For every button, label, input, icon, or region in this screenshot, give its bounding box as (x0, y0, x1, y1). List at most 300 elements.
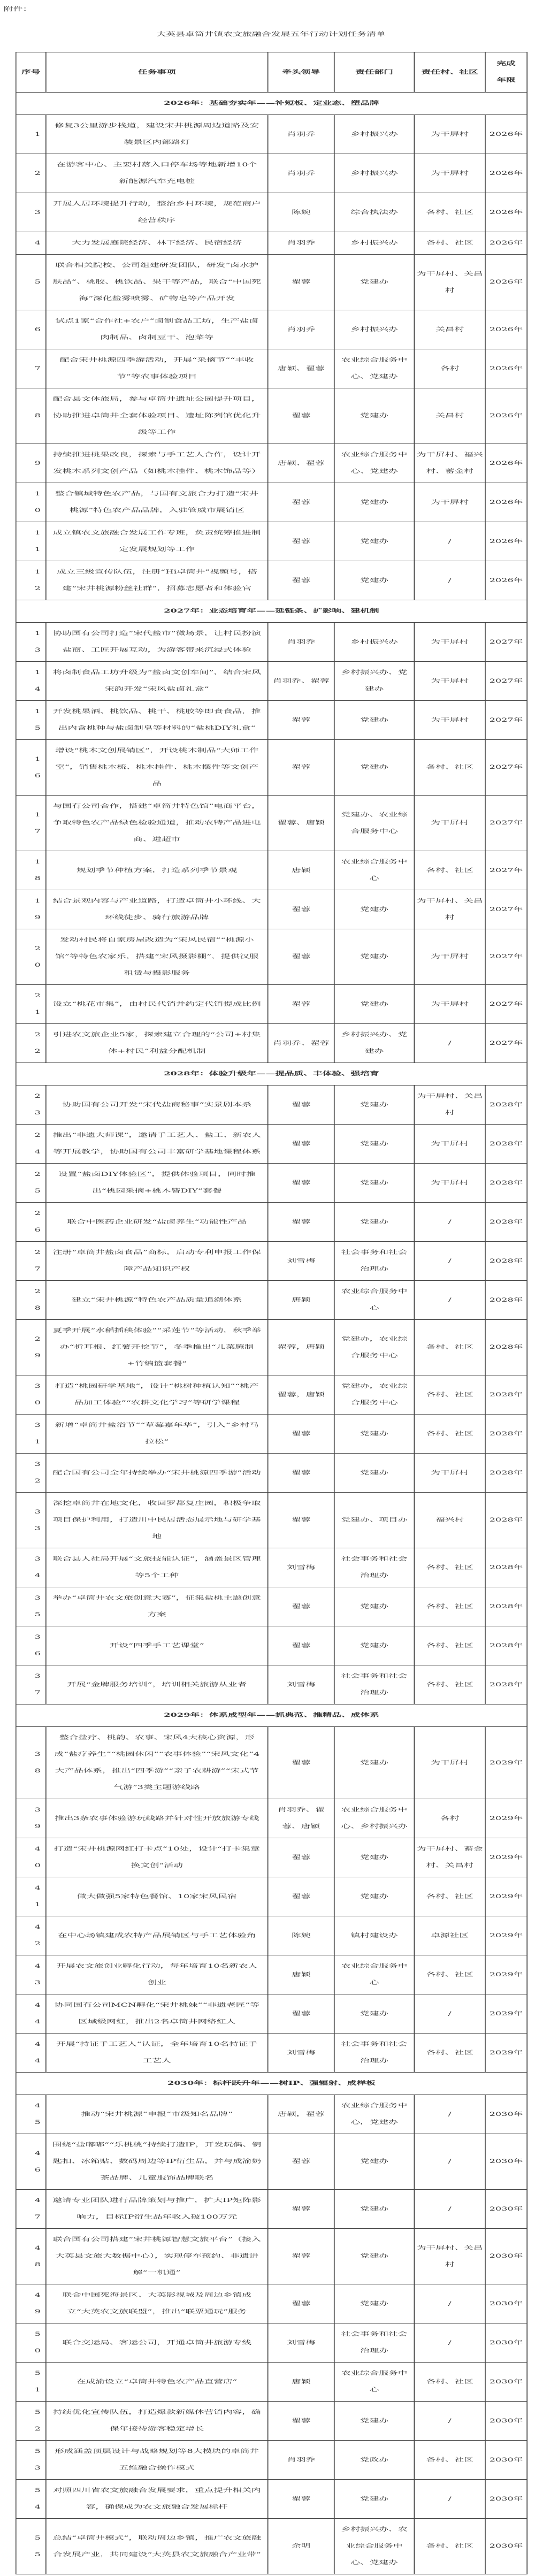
cell-deadline: 2028年 (485, 1125, 527, 1164)
cell-leader: 翟蓉 (268, 1454, 334, 1493)
cell-seq: 32 (16, 1454, 46, 1493)
section-row (16, 600, 527, 623)
cell-seq: 39 (16, 1799, 46, 1838)
cell-seq: 35 (16, 1587, 46, 1626)
cell-village: 为干屏村 (414, 985, 485, 1024)
cell-seq: 51 (16, 2363, 46, 2402)
cell-task: 举办“卓筒井农文旅创意大赛”，征集盐桃主题创意方案 (46, 1587, 268, 1626)
cell-deadline: 2028年 (485, 1281, 527, 1320)
cell-task: 开展农文旅创业孵化行动，每年培育10名新农人创业 (46, 1955, 268, 1994)
cell-department: 乡村振兴办 (334, 310, 415, 349)
cell-seq: 29 (16, 1320, 46, 1375)
cell-department: 乡村振兴办 (334, 623, 415, 662)
cell-task: 注册“卓筒井盐卤食品”商标，启动专利申报工作保障产品知识产权 (46, 1242, 268, 1281)
table-row (16, 2034, 527, 2073)
cell-task: 开发桃果酒、桃饮品、桃干、桃胶等即食食品，推出内含桃种与盐卤制皂等材料的“盐桃DIY礼盒” (46, 701, 268, 740)
cell-seq: 1 (16, 115, 46, 154)
cell-task: 新增“卓筒井盐浴节”“草莓嘉年华”，引入“乡村马拉松” (46, 1415, 268, 1454)
cell-leader: 肖羽乔 (268, 623, 334, 662)
cell-department: 农业综合服务中心 (334, 851, 415, 890)
cell-department: 党建办 (334, 1415, 415, 1454)
cell-deadline: 2026年 (485, 388, 527, 444)
cell-village: 卓源社区 (414, 1916, 485, 1955)
cell-village: 各村、社区 (414, 1320, 485, 1375)
cell-leader: 翟蓉 (268, 929, 334, 985)
cell-leader: 翟蓉 (268, 2284, 334, 2323)
cell-task: 发动村民将自家房屋改造为“宋风民宿”“桃源小馆”等特色农家乐，搭建“宋风摄影棚”，提供汉服租赁与摄影服务 (46, 929, 268, 985)
cell-task: 建立“宋井桃源”特色农产品质量追溯体系 (46, 1281, 268, 1320)
cell-department: 党建办 (334, 255, 415, 310)
cell-village: / (414, 1994, 485, 2034)
cell-department: 乡村振兴办 (334, 115, 415, 154)
cell-deadline: 2026年 (485, 561, 527, 600)
cell-deadline: 2029年 (485, 1799, 527, 1838)
cell-department: 党建办 (334, 1877, 415, 1916)
cell-village: 各村、社区 (414, 1626, 485, 1665)
table-header-row (16, 52, 527, 93)
cell-leader: 陈婉 (268, 1916, 334, 1955)
cell-leader: 肖羽乔 (268, 310, 334, 349)
cell-deadline: 2028年 (485, 1164, 527, 1203)
cell-task: 联合相关院校、公司组建研发团队，研发“卤水护肤品”、桃胶、桃饮品、果干等产品，联合“中国死海”深化盐雾喷雾、矿物皂等产品开发 (46, 255, 268, 310)
cell-seq: 44 (16, 1994, 46, 2034)
cell-deadline: 2028年 (485, 1320, 527, 1375)
cell-department: 党建办 (334, 2229, 415, 2284)
cell-department: 社会事务和社会治理办 (334, 1665, 415, 1704)
cell-department: 农业综合服务中心 (334, 2363, 415, 2402)
table-row (16, 1877, 527, 1916)
cell-seq: 7 (16, 349, 46, 388)
cell-department: 党政办 (334, 2441, 415, 2480)
cell-deadline: 2027年 (485, 623, 527, 662)
cell-task: 深挖卓筒井在地文化，收回罗都复庄园，积极争取项目保护利用，打造川中民居活态展示地与研学基地 (46, 1493, 268, 1548)
cell-seq: 36 (16, 1626, 46, 1665)
cell-deadline: 2030年 (485, 2480, 527, 2519)
header-task: 任务事项 (46, 52, 268, 93)
cell-leader: 翟蓉 (268, 1727, 334, 1799)
cell-village: 各村、社区 (414, 1375, 485, 1415)
table-row (16, 444, 527, 483)
cell-deadline: 2027年 (485, 890, 527, 929)
cell-seq: 26 (16, 1203, 46, 1242)
cell-task: 试点1家“合作社+农户”卤制食品工坊，生产盐卤肉制品、卤制豆干、泡菜等 (46, 310, 268, 349)
table-row (16, 890, 527, 929)
header-department: 责任部门 (334, 52, 415, 93)
cell-task: 在游客中心、主要村落入口停车场等地新增10个新能源汽车充电桩 (46, 154, 268, 193)
cell-seq: 24 (16, 1125, 46, 1164)
cell-deadline: 2027年 (485, 796, 527, 851)
cell-village: 各村 (414, 349, 485, 388)
cell-task: 联合国有公司搭建“宋井桃源智慧文旅平台”（接入大英县文旅大数据中心），实现停车预约、非遗讲解“一机通” (46, 2229, 268, 2284)
header-seq: 序号 (16, 52, 46, 93)
table-row (16, 522, 527, 561)
cell-department: 农业综合服务中心，党建办 (334, 2095, 415, 2134)
cell-leader: 唐颖 (268, 2363, 334, 2402)
cell-task: 协助国有公司开发“宋代盐商秘事”实景剧本杀 (46, 1086, 268, 1125)
table-row (16, 2134, 527, 2190)
table-row (16, 1375, 527, 1415)
cell-leader: 翟蓉 (268, 255, 334, 310)
cell-seq: 54 (16, 2480, 46, 2519)
cell-seq: 34 (16, 1548, 46, 1587)
cell-leader: 陈婉 (268, 193, 334, 232)
cell-village: 各村、社区 (414, 1955, 485, 1994)
cell-leader: 翟蓉 (268, 2134, 334, 2190)
cell-leader: 翟蓉 (268, 1164, 334, 1203)
cell-task: 大力发展庭院经济、林下经济、民宿经济 (46, 232, 268, 255)
cell-deadline: 2026年 (485, 310, 527, 349)
cell-deadline: 2026年 (485, 522, 527, 561)
cell-village: 各村、社区 (414, 232, 485, 255)
cell-leader: 翟蓉 (268, 2229, 334, 2284)
cell-leader: 翟蓉 (268, 1415, 334, 1454)
cell-village: / (414, 1281, 485, 1320)
cell-deadline: 2028年 (485, 1375, 527, 1415)
cell-seq: 15 (16, 701, 46, 740)
cell-village: / (414, 522, 485, 561)
cell-task: 成立镇农文旅融合发展工作专班，负责统筹推进制定发展规划等工作 (46, 522, 268, 561)
cell-department: 社会事务和社会治理办 (334, 2034, 415, 2073)
table-row (16, 483, 527, 522)
table-row (16, 193, 527, 232)
cell-leader: 翟蓉 (268, 1493, 334, 1548)
cell-seq: 13 (16, 623, 46, 662)
cell-department: 党建办 (334, 2134, 415, 2190)
table-row (16, 1994, 527, 2034)
cell-department: 党建办，农业综合服务中心 (334, 1320, 415, 1375)
cell-village: 为干屏村 (414, 796, 485, 851)
cell-department: 党建办 (334, 522, 415, 561)
cell-department: 党建办 (334, 1994, 415, 2034)
cell-leader: 翟蓉 (268, 1994, 334, 2034)
cell-village: 为干屏村 (414, 483, 485, 522)
cell-task: 规划季节种植方案，打造系列季节景观 (46, 851, 268, 890)
section-title: 2027年：业态培育年——延链条、扩影响、建机制 (16, 600, 527, 623)
header-deadline: 完成年限 (485, 52, 527, 93)
cell-task: 引进农文旅企业5家，探索建立合理的“公司+村集体+村民”利益分配机制 (46, 1024, 268, 1063)
table-row (16, 662, 527, 701)
cell-task: 与国有公司合作，搭建“卓筒井特色馆”电商平台，争取特色农产品绿色检验通道，推动农特产品进电商、进超市 (46, 796, 268, 851)
table-row (16, 1320, 527, 1375)
cell-seq: 42 (16, 1916, 46, 1955)
cell-deadline: 2027年 (485, 929, 527, 985)
cell-leader: 翟蓉 (268, 388, 334, 444)
cell-seq: 21 (16, 985, 46, 1024)
cell-seq: 11 (16, 522, 46, 561)
cell-department: 党建办 (334, 2402, 415, 2441)
cell-leader: 刘雪梅 (268, 2323, 334, 2363)
cell-department: 党建办 (334, 388, 415, 444)
cell-leader: 刘雪梅 (268, 1548, 334, 1587)
cell-seq: 52 (16, 2402, 46, 2441)
section-title: 2029年：体系成型年——抓典范、推精品、成体系 (16, 1704, 527, 1727)
cell-deadline: 2029年 (485, 1727, 527, 1799)
section-title: 2028年：体验升级年——提品质、丰体验、强培育 (16, 1063, 527, 1086)
table-row (16, 701, 527, 740)
cell-seq: 22 (16, 1024, 46, 1063)
cell-leader: 唐颖 (268, 851, 334, 890)
table-row (16, 2441, 527, 2480)
cell-deadline: 2030年 (485, 2134, 527, 2190)
table-row (16, 310, 527, 349)
cell-seq: 12 (16, 561, 46, 600)
cell-deadline: 2029年 (485, 1916, 527, 1955)
cell-seq: 6 (16, 310, 46, 349)
table-row (16, 115, 527, 154)
table-row (16, 1587, 527, 1626)
cell-village: 为干屏村 (414, 662, 485, 701)
cell-department: 乡村振兴办、农业综合服务中心、党建办 (334, 2519, 415, 2574)
cell-village: 各村、社区 (414, 1415, 485, 1454)
cell-village: / (414, 1203, 485, 1242)
table-row (16, 1281, 527, 1320)
cell-village: 各村、社区 (414, 2363, 485, 2402)
table-row (16, 154, 527, 193)
cell-village: / (414, 1024, 485, 1063)
cell-village: / (414, 2402, 485, 2441)
cell-task: 增设“桃木文创展销区”，开设桃木制品“大师工作室”，销售桃木梳、桃木挂件、桃木摆件等文创产品 (46, 740, 268, 796)
cell-village: / (414, 2480, 485, 2519)
cell-task: 配合县文体旅局，参与卓筒井遗址公园提升项目，协助推进卓筒井全套体验项目、遗址陈列馆优化升级等工作 (46, 388, 268, 444)
cell-deadline: 2030年 (485, 2284, 527, 2323)
table-row (16, 1242, 527, 1281)
cell-department: 社会事务和社会治理办 (334, 1548, 415, 1587)
cell-leader: 翟蓉 (268, 740, 334, 796)
cell-task: 持续推进桃果改良，探索与手工艺人合作，设计开发桃木系列文创产品（如桃木挂件、桃木饰品等） (46, 444, 268, 483)
table-row (16, 929, 527, 985)
cell-department: 党建办 (334, 2480, 415, 2519)
cell-seq: 37 (16, 1665, 46, 1704)
cell-department: 党建办 (334, 561, 415, 600)
section-title: 2026年：基础夯实年——补短板、定业态、塑品牌 (16, 93, 527, 115)
cell-task: 夏季开展“水稻插秧体验”“采莲节”等活动，秋季举办“折耳根、红薯开挖节”，冬季推出“儿菜腌制+竹编篮套餐” (46, 1320, 268, 1375)
cell-village: 为干屏村 (414, 701, 485, 740)
cell-village: 关昌村 (414, 388, 485, 444)
table-row (16, 1125, 527, 1164)
table-row (16, 2229, 527, 2284)
cell-deadline: 2026年 (485, 255, 527, 310)
cell-department: 党建办、项目办 (334, 1493, 415, 1548)
cell-department: 综合执法办 (334, 193, 415, 232)
cell-seq: 50 (16, 2323, 46, 2363)
cell-village: 为干屏村、福兴村、蓄金村 (414, 444, 485, 483)
cell-village: 各村、社区 (414, 1548, 485, 1587)
cell-deadline: 2030年 (485, 2095, 527, 2134)
cell-seq: 17 (16, 796, 46, 851)
cell-deadline: 2028年 (485, 1626, 527, 1665)
cell-village: 为干屏村、关昌村 (414, 255, 485, 310)
cell-task: 在成渝设立“卓筒井特色农产品直营店” (46, 2363, 268, 2402)
document-title: 大英县卓筒井镇农文旅融合发展五年行动计划任务清单 (156, 31, 386, 37)
table-row (16, 2363, 527, 2402)
cell-task: 将卤制食品工坊升级为“盐卤文创车间”，结合宋风宋韵开发“宋风盐卤礼盒” (46, 662, 268, 701)
cell-seq: 28 (16, 1281, 46, 1320)
header-village: 责任村、社区 (414, 52, 485, 93)
cell-seq: 38 (16, 1727, 46, 1799)
cell-leader: 翟蓉 (268, 985, 334, 1024)
table-row (16, 2402, 527, 2441)
table-row (16, 2284, 527, 2323)
cell-task: 设置“盐卤DIY体验区”，提供体验项目，同时推出“桃园采摘+桃木簪DIY”套餐 (46, 1164, 268, 1203)
cell-task: 结合景观内容与产业道路，打造卓筒井小环线、大环线徒步、骑行旅游品牌 (46, 890, 268, 929)
cell-task: 开设“四季手工艺课堂” (46, 1626, 268, 1665)
cell-leader: 翟蓉 (268, 1125, 334, 1164)
cell-village: 为干屏村、关昌村 (414, 1086, 485, 1125)
table-row (16, 1838, 527, 1877)
cell-village: 各村、社区 (414, 1587, 485, 1626)
cell-seq: 5 (16, 255, 46, 310)
cell-deadline: 2030年 (485, 2363, 527, 2402)
cell-village: 为干屏村、关昌村 (414, 2229, 485, 2284)
cell-deadline: 2028年 (485, 1493, 527, 1548)
cell-deadline: 2028年 (485, 1415, 527, 1454)
section-row (16, 2073, 527, 2095)
cell-seq: 41 (16, 1877, 46, 1916)
table-row (16, 985, 527, 1024)
cell-department: 党建办 (334, 1626, 415, 1665)
cell-task: 整合盐疗、桃韵、农事、宋风4大核心资源，形成“盐疗养生”“桃园休闲”“农事体验”“宋风文化”4大产品体系，推出“四季游”“亲子农耕游”“宋式节气游”3类主题游线路 (46, 1727, 268, 1799)
cell-deadline: 2029年 (485, 1877, 527, 1916)
cell-task: 开展“持证手工艺人”认证，全年培育10名持证手工艺人 (46, 2034, 268, 2073)
cell-leader: 翟蓉 (268, 522, 334, 561)
cell-deadline: 2028年 (485, 1454, 527, 1493)
cell-task: 联合中国死海景区、大英影视城及周边乡镇成立“大英农文旅联盟”，推出“联票通玩”服务 (46, 2284, 268, 2323)
header-leader: 牵头领导 (268, 52, 334, 93)
cell-department: 党建办 (334, 740, 415, 796)
cell-deadline: 2030年 (485, 2323, 527, 2363)
cell-village: 各村、社区 (414, 1877, 485, 1916)
cell-village: 关昌村 (414, 310, 485, 349)
cell-department: 农业综合服务中心、党建办 (334, 444, 415, 483)
cell-seq: 45 (16, 2095, 46, 2134)
cell-deadline: 2029年 (485, 2034, 527, 2073)
attachment-label: 附件： (3, 6, 33, 12)
cell-deadline: 2026年 (485, 444, 527, 483)
cell-deadline: 2027年 (485, 701, 527, 740)
cell-department: 农业综合服务中心 (334, 1281, 415, 1320)
cell-leader: 翟蓉 (268, 561, 334, 600)
cell-seq: 19 (16, 890, 46, 929)
table-row (16, 255, 527, 310)
cell-seq: 8 (16, 388, 46, 444)
cell-task: 打造“宋井桃源网红打卡点”10处，设计“打卡集章换文创”活动 (46, 1838, 268, 1877)
cell-deadline: 2030年 (485, 2229, 527, 2284)
cell-leader: 翟蓉 (268, 2402, 334, 2441)
table-body (16, 93, 527, 2574)
cell-department: 党建办，农业综合服务中心 (334, 1375, 415, 1415)
table-row (16, 1203, 527, 1242)
cell-deadline: 2030年 (485, 2402, 527, 2441)
cell-leader: 翟蓉 (268, 1587, 334, 1626)
cell-seq: 9 (16, 444, 46, 483)
cell-leader: 肖羽乔、翟蓉 (268, 662, 334, 701)
cell-department: 党建办 (334, 1454, 415, 1493)
cell-department: 党建办 (334, 2284, 415, 2323)
table-row (16, 2323, 527, 2363)
cell-leader: 翟蓉 (268, 890, 334, 929)
cell-village: / (414, 561, 485, 600)
cell-task: 整合镇域特色农产品，与国有文旅合力打造“宋井桃源”特色农产品品牌，入驻管威市展销区 (46, 483, 268, 522)
cell-seq: 16 (16, 740, 46, 796)
cell-deadline: 2030年 (485, 2190, 527, 2229)
section-row (16, 1063, 527, 1086)
table-row (16, 1799, 527, 1838)
cell-village: 各村、社区 (414, 2519, 485, 2574)
cell-department: 党建办 (334, 1086, 415, 1125)
cell-task: 在中心场镇建成农特产品展销区与手工艺体验角 (46, 1916, 268, 1955)
cell-village: / (414, 2134, 485, 2190)
cell-leader: 翟蓉 (268, 701, 334, 740)
cell-leader: 肖羽乔 (268, 2441, 334, 2480)
table-row (16, 232, 527, 255)
section-row (16, 93, 527, 115)
cell-village: 为干屏村 (414, 1125, 485, 1164)
cell-village: / (414, 2323, 485, 2363)
cell-department: 党建办、农业综合服务中心 (334, 796, 415, 851)
cell-deadline: 2027年 (485, 985, 527, 1024)
cell-village: / (414, 2095, 485, 2134)
cell-department: 乡村振兴办 (334, 154, 415, 193)
cell-leader: 翟蓉 (268, 1203, 334, 1242)
table-row (16, 623, 527, 662)
cell-department: 党建办 (334, 1164, 415, 1203)
cell-department: 乡村振兴办 (334, 232, 415, 255)
cell-deadline: 2028年 (485, 1086, 527, 1125)
cell-seq: 2 (16, 154, 46, 193)
cell-task: 协助国有公司打造“宋代盐市”微场景，让村民扮演盐商、工匠开展互动，为游客带来沉浸式体验 (46, 623, 268, 662)
cell-deadline: 2028年 (485, 1203, 527, 1242)
cell-task: 打造“桃园研学基地”，设计“桃树种植认知”“桃产品加工体验”“农耕文化学习”等研学课程 (46, 1375, 268, 1415)
cell-deadline: 2027年 (485, 851, 527, 890)
table-row (16, 851, 527, 890)
cell-leader: 肖羽乔 (268, 154, 334, 193)
cell-village: 为干屏村、蓄金村、关昌村 (414, 1838, 485, 1877)
cell-village: 为干屏村 (414, 623, 485, 662)
cell-leader: 唐颖、翟蓉 (268, 444, 334, 483)
cell-village: 为干屏村 (414, 1164, 485, 1203)
cell-deadline: 2029年 (485, 1994, 527, 2034)
cell-leader: 刘雪梅 (268, 1242, 334, 1281)
cell-seq: 14 (16, 662, 46, 701)
table-row (16, 2519, 527, 2574)
cell-village: 各村、社区 (414, 851, 485, 890)
table-row (16, 796, 527, 851)
table-row (16, 1164, 527, 1203)
table-row (16, 1916, 527, 1955)
cell-village: 各村、社区 (414, 740, 485, 796)
cell-leader: 唐颖，翟蓉 (268, 2095, 334, 2134)
cell-leader: 翟蓉 (268, 1626, 334, 1665)
cell-village: 为干屏村、关昌村 (414, 890, 485, 929)
table-row (16, 1415, 527, 1454)
cell-deadline: 2029年 (485, 1838, 527, 1877)
cell-leader: 唐颖、翟蓉 (268, 349, 334, 388)
cell-department: 社会事务和社会治理办 (334, 2323, 415, 2363)
table-row (16, 1727, 527, 1799)
cell-leader: 翟蓉 (268, 2190, 334, 2229)
cell-seq: 18 (16, 851, 46, 890)
cell-seq: 30 (16, 1375, 46, 1415)
cell-task: 开展“金牌服务培训”，培训相关旅游从业者 (46, 1665, 268, 1704)
cell-department: 党建办 (334, 483, 415, 522)
cell-task: 对照四川省农文旅融合发展要求，重点提升相关内容，确保成为农文旅融合发展标杆 (46, 2480, 268, 2519)
table-row (16, 561, 527, 600)
cell-leader: 翟蓉 (268, 1838, 334, 1877)
cell-department: 党建办 (334, 1727, 415, 1799)
cell-department: 党建办 (334, 2190, 415, 2229)
cell-task: 成立三级宣传队伍，注册“Hi卓筒井”视频号，搭建“宋井桃源粉丝社群”，招募志愿者和体验官 (46, 561, 268, 600)
cell-seq: 44 (16, 2034, 46, 2073)
